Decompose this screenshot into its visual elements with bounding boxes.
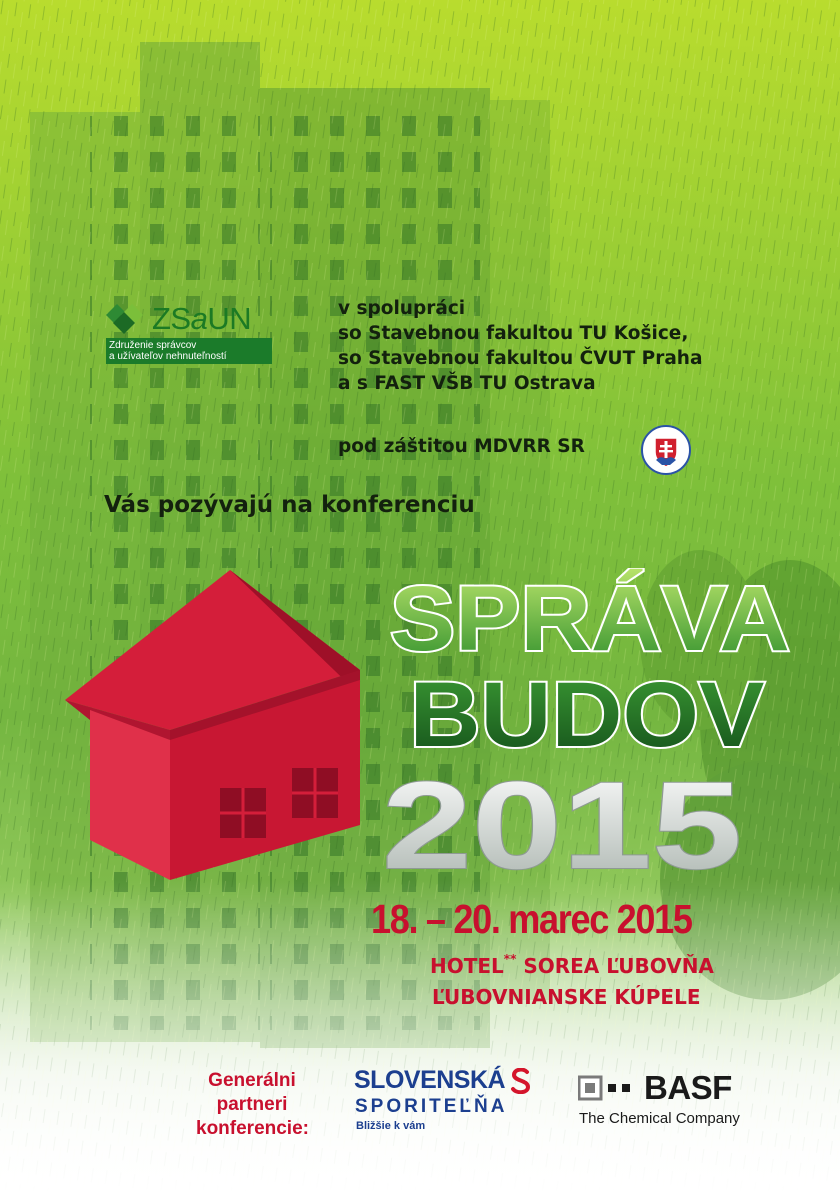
basf-logo: BASF The Chemical Company xyxy=(579,1069,740,1127)
cooperation-line: a s FAST VŠB TU Ostrava xyxy=(338,373,596,394)
organizer-logo xyxy=(104,302,272,362)
slovak-coat-of-arms-icon xyxy=(640,424,692,476)
event-location: ĽUBOVNIANSKE KÚPELE xyxy=(432,985,701,1009)
sporitelna-s-icon xyxy=(510,1068,532,1094)
title-line-1: SPRÁVA xyxy=(390,568,790,670)
cooperation-line: v spolupráci xyxy=(338,298,466,319)
organizer-full-name: Združenie správcov a užívateľov nehnuteľností xyxy=(106,338,272,364)
hotel-stars: ** xyxy=(503,952,517,966)
slovenska-sporitelna-logo: SLOVENSKÁ SPORITEĽŇA Bližšie k vám xyxy=(354,1066,544,1138)
conference-title xyxy=(340,568,840,908)
cooperation-line: so Stavebnou fakultou TU Košice, xyxy=(338,323,689,344)
event-hotel: HOTEL** SOREA ĽUBOVŇA xyxy=(430,952,714,978)
title-line-2: BUDOV xyxy=(409,664,765,766)
patronage-text: pod záštitou MDVRR SR xyxy=(338,436,585,457)
invitation-text: Vás pozývajú na konferenciu xyxy=(104,492,475,518)
event-dates: 18. – 20. marec 2015 xyxy=(371,896,692,942)
basf-squares-icon xyxy=(578,1073,638,1103)
partners-label: Generálni partneri konferencie: xyxy=(196,1070,309,1139)
cooperation-text xyxy=(338,296,702,396)
organizer-logo-wordmark: ZSaUN xyxy=(152,301,252,336)
red-house-icon xyxy=(60,560,380,900)
title-year: 2015 xyxy=(382,757,742,895)
diamond-logo-icon xyxy=(104,302,148,336)
cooperation-line: so Stavebnou fakultou ČVUT Praha xyxy=(338,348,703,369)
